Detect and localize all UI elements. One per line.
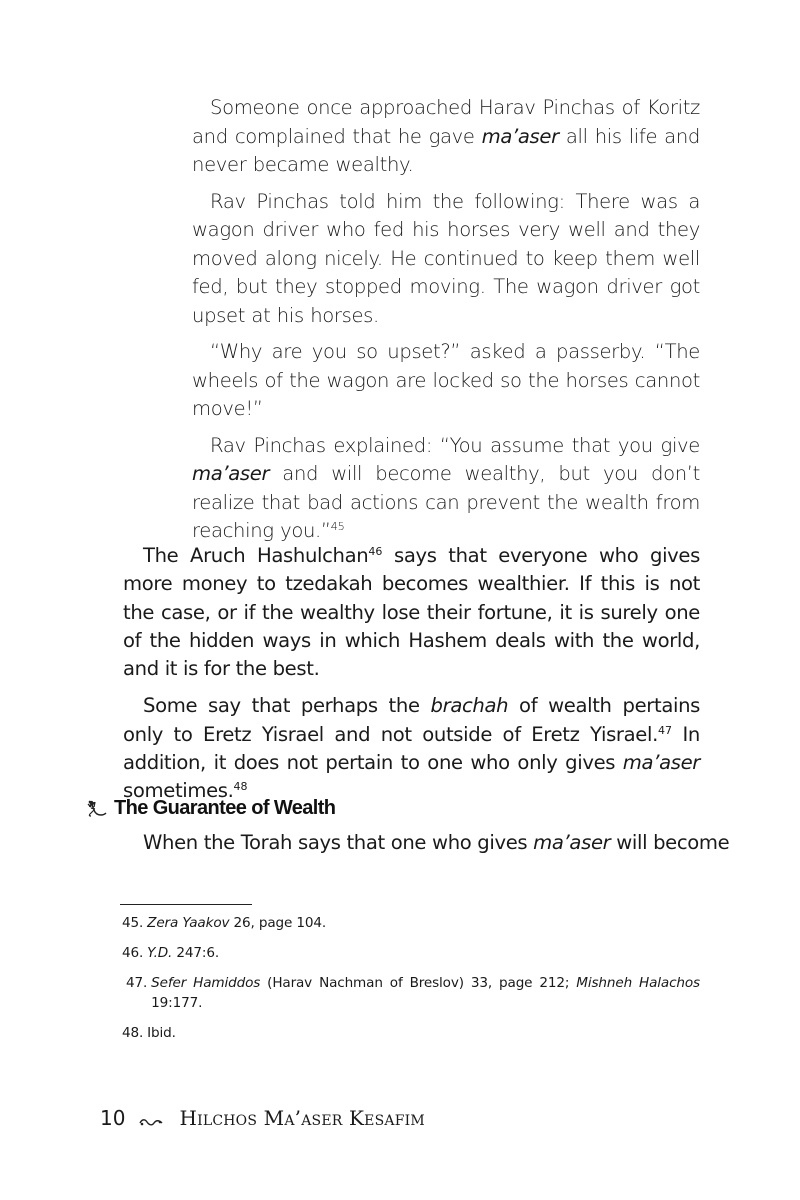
text-run: 19:177. [151,995,203,1011]
quote-paragraph [192,338,700,424]
text-run: 26, page 104. [229,915,327,931]
book-title: Hilchos Ma’aser Kesafim [179,1106,425,1130]
continued-text-end: will become [610,831,730,854]
text-run: Ibid. [147,1025,176,1041]
quote-paragraph [192,188,700,331]
leaf-ornament-icon [86,799,108,819]
footnote-reference: 48 [233,780,248,794]
footnote-number: 48. [122,1025,144,1041]
footnote-text [151,973,700,1013]
text-run: Rav Pinchas told him the following: There was a wagon driver who fed his horses very well and they moved along nicely. He continued to keep them well fed, but they stopped moving. The wagon driver got upset at his horses. [192,189,700,327]
text-run: In addition, it does not pertain to one who only gives [123,722,700,775]
italic-term: ma’aser [192,462,270,485]
footnote-text [147,1023,700,1043]
text-run: Rav Pinchas explained: “You assume that you give [210,433,700,457]
continued-paragraph [143,829,730,857]
footnote-45 [122,913,700,933]
text-run: 247:6. [172,945,220,961]
continued-text: When the Torah says that one who gives [143,831,534,854]
body-text [123,542,700,815]
italic-term: ma’aser [622,751,700,775]
body-paragraph [123,542,700,683]
text-run: (Harav Nachman of Breslov) 33, page 212; [260,975,577,991]
footnote-divider [120,904,252,905]
footnote-text [147,913,700,933]
footnotes [122,913,700,1053]
text-run: Someone once approached Harav Pinchas of Koritz and complained that he gave [192,96,700,148]
footnote-number: 47. [126,975,148,991]
section-heading [86,797,335,820]
continued-italic-term: ma’aser [533,831,611,854]
story-quote-block [192,94,700,554]
footnote-48 [122,1023,700,1043]
text-run: says that everyone who gives more money to tzedakah becomes wealthier. If this is not the case, or if the wealthy lose their fortune, it is surely one of the hidden ways in which Hashem deals with the world, and it is for the best. [123,544,700,681]
footnote-47 [122,973,700,1013]
italic-term: Y.D. [147,945,173,961]
text-run: of wealth pertains only to Eretz Yisrael and not outside of Eretz Yisrael. [123,694,700,746]
text-run: The Aruch Hashulchan [143,544,369,567]
footnote-reference: 47 [657,723,672,737]
footnote-reference: 45 [330,519,345,533]
footnote-text [147,943,700,963]
running-footer [100,1106,425,1130]
section-heading-text: The Guarantee of Wealth [114,797,336,819]
footnote-number: 45. [122,915,144,931]
text-run: sometimes. [123,779,234,803]
text-run: and will become wealthy, but you don’t realize that bad actions can prevent the wealth from reaching you.” [192,462,700,542]
italic-term: Mishneh Halachos [576,975,700,991]
swirl-ornament-icon [139,1113,163,1123]
italic-term: ma’aser [481,124,559,148]
text-run: all his life and never became wealthy. [192,124,700,176]
page-number: 10 [100,1106,126,1130]
footnote-46 [122,943,700,963]
text-run: Some say that perhaps the [143,694,431,718]
footnote-number: 46. [122,945,144,961]
italic-term: brachah [430,694,509,718]
footnote-reference: 46 [368,544,383,558]
quote-paragraph [192,432,700,546]
body-paragraph [123,692,700,805]
italic-term: Zera Yaakov [147,915,230,931]
text-run: “Why are you so upset?” asked a passerby. “The wheels of the wagon are locked so the horses cannot move!” [192,340,700,420]
italic-term: Sefer Hamiddos [151,975,261,991]
quote-paragraph [192,94,700,180]
